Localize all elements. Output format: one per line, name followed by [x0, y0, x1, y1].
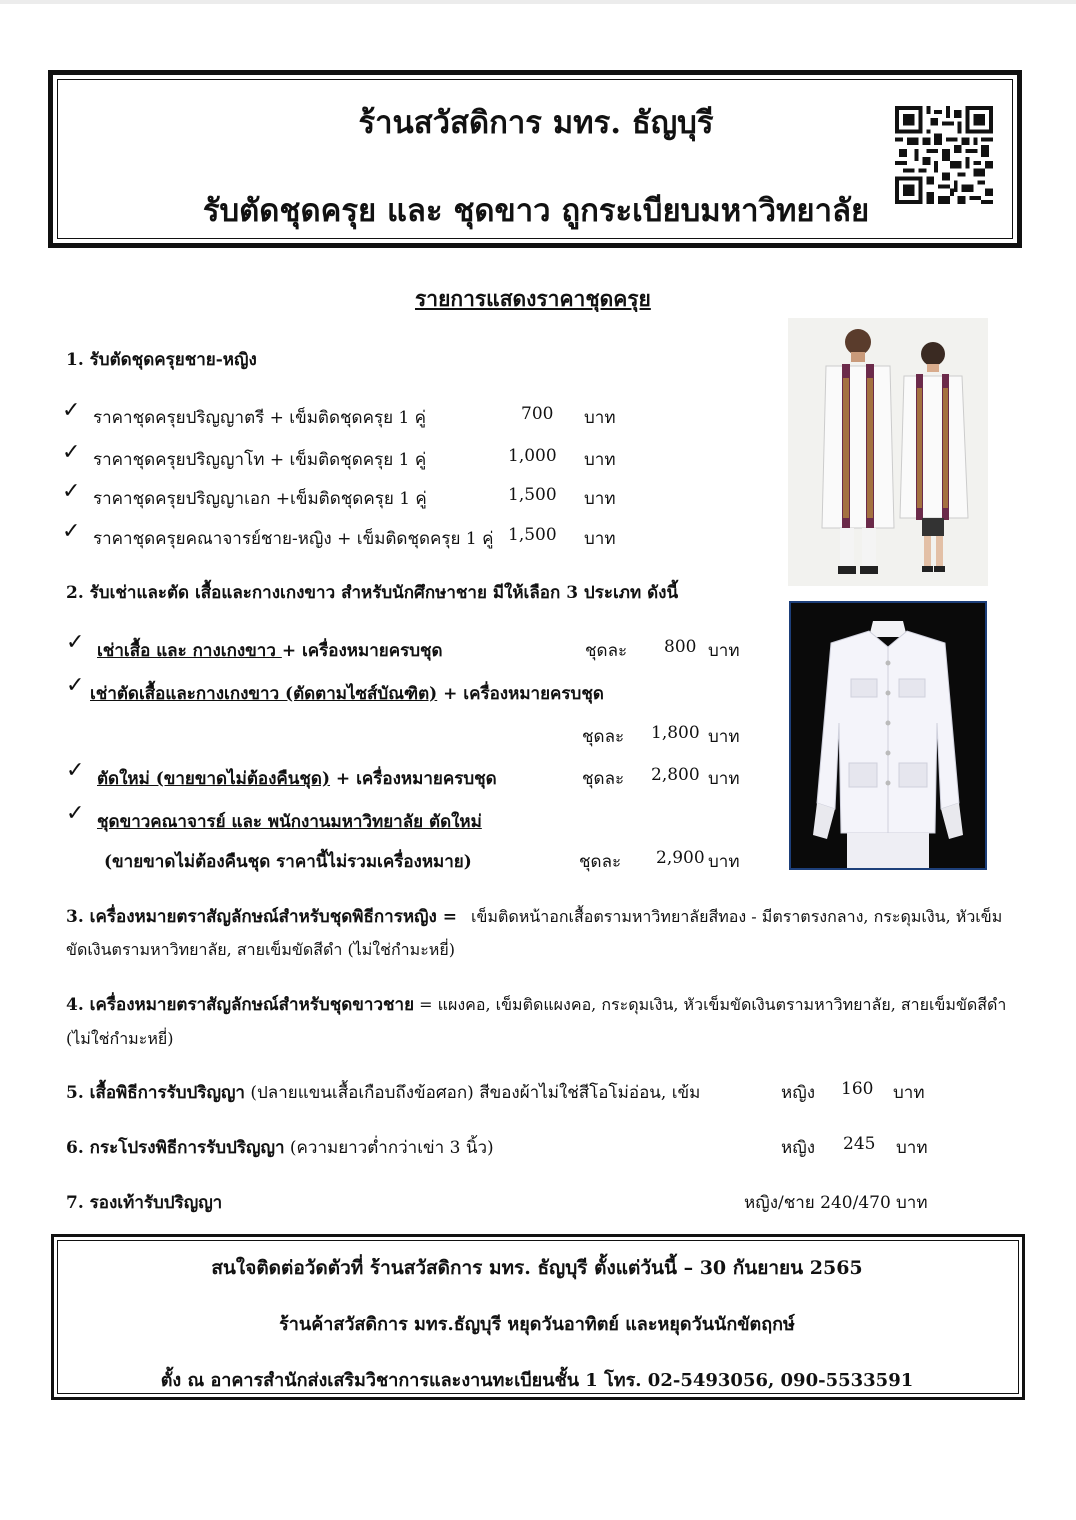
rental-row-label: เช่าเสื้อ และ กางเกงขาว + เครื่องหมายครบชุด: [97, 641, 443, 661]
section1-heading: 1. รับตัดชุดครุยชาย-หญิง: [66, 350, 257, 370]
top-bar: [0, 0, 1076, 4]
qr-code-icon[interactable]: [895, 106, 993, 204]
section4-line1: 4. เครื่องหมายตราสัญลักษณ์สำหรับชุดขาวชาย = แผงคอ, เข็มติดแผงคอ, กระดุมเงิน, หัวเข็มขัดเงินตรามหาวิทยาลัย, สายเข็มขัดสีดำ: [66, 995, 1007, 1015]
gown-row-unit: บาท: [584, 489, 616, 509]
check-icon: ✓: [66, 758, 85, 783]
section7-who-price: หญิง/ชาย 240/470: [744, 1193, 891, 1213]
gown-row-price: 1,500: [508, 525, 557, 545]
contact-line-3: ตั้ง ณ อาคารสำนักส่งเสริมวิชาการและงานทะเบียนชั้น 1 โทร. 02-5493056, 090-5533591: [160, 1370, 914, 1391]
new-cut-row-price: 2,800: [651, 765, 700, 785]
gown-row-price: 1,000: [508, 446, 557, 466]
section5-who: หญิง: [781, 1083, 815, 1103]
staff-row-per: ชุดละ: [579, 852, 622, 872]
check-icon: ✓: [66, 630, 85, 655]
section5-price: 160: [841, 1079, 874, 1099]
section6-price: 245: [843, 1134, 876, 1154]
price-list-title: รายการแสดงราคาชุดครุย: [415, 286, 651, 311]
section6-unit: บาท: [896, 1138, 928, 1158]
rental-cut-row-per: ชุดละ: [582, 727, 625, 747]
staff-row-label: ชุดขาวคณาจารย์ และ พนักงานมหาวิทยาลัย ตัดใหม่: [97, 812, 482, 832]
section3-line1: 3. เครื่องหมายตราสัญลักษณ์สำหรับชุดพิธีการหญิง = เข็มติดหน้าอกเสื้อตรามหาวิทยาลัยสีทอง - มีตราตรงกลาง, กระดุมเงิน, หัวเข็ม: [66, 907, 1003, 927]
section2-heading: 2. รับเช่าและตัด เสื้อและกางเกงขาว สำหรับนักศึกษาชาย มีให้เลือก 3 ประเภท ดังนี้: [66, 583, 679, 603]
check-icon: ✓: [62, 398, 81, 423]
gown-row-unit: บาท: [584, 450, 616, 470]
check-icon: ✓: [66, 673, 85, 698]
graduation-gown-photo: [788, 318, 988, 586]
gown-row-unit: บาท: [584, 408, 616, 428]
section6-who: หญิง: [781, 1138, 815, 1158]
check-icon: ✓: [62, 519, 81, 544]
contact-line-1: สนใจติดต่อวัดตัวที่ ร้านสวัสดิการ มทร. ธัญบุรี ตั้งแต่วันนี้ – 30 กันยายน 2565: [211, 1257, 863, 1279]
gown-row-unit: บาท: [584, 529, 616, 549]
new-cut-row-label: ตัดใหม่ (ขายขาดไม่ต้องคืนชุด) + เครื่องหมายครบชุด: [97, 769, 497, 789]
check-icon: ✓: [66, 801, 85, 826]
section7-unit: บาท: [896, 1193, 928, 1213]
gown-row-label: ราคาชุดครุยปริญญาโท + เข็มติดชุดครุย 1 คู่: [93, 450, 427, 470]
white-suit-photo: [789, 601, 987, 870]
check-icon: ✓: [62, 440, 81, 465]
gown-row-price: 1,500: [508, 485, 557, 505]
new-cut-row-per: ชุดละ: [582, 769, 625, 789]
section6-label: 6. กระโปรงพิธีการรับปริญญา (ความยาวต่ำกว่าเข่า 3 นิ้ว): [66, 1138, 494, 1158]
section4-line2: (ไม่ใช่กำมะหยี่): [66, 1029, 174, 1048]
section5-label: 5. เสื้อพิธีการรับปริญญา (ปลายแขนเสื้อเกือบถึงข้อศอก) สีของผ้าไม่ใช่สีโอโม่อ่อน, เข้ม: [66, 1083, 701, 1103]
section3-line2: ขัดเงินตรามหาวิทยาลัย, สายเข็มขัดสีดำ (ไม่ใช่กำมะหยี่): [66, 940, 455, 959]
staff-row-note: (ขายขาดไม่ต้องคืนชุด ราคานี้ไม่รวมเครื่องหมาย): [104, 852, 472, 872]
gown-row-label: ราคาชุดครุยคณาจารย์ชาย-หญิง + เข็มติดชุดครุย 1 คู่: [93, 529, 494, 549]
gown-row-price: 700: [521, 404, 554, 424]
staff-row-unit: บาท: [708, 852, 740, 872]
header-box: [48, 70, 1022, 248]
rental-cut-row-price: 1,800: [651, 723, 700, 743]
rental-row-unit: บาท: [708, 641, 740, 661]
gown-row-label: ราคาชุดครุยปริญญาตรี + เข็มติดชุดครุย 1 คู่: [93, 408, 427, 428]
staff-row-price: 2,900: [656, 848, 705, 868]
contact-line-2: ร้านค้าสวัสดิการ มทร.ธัญบุรี หยุดวันอาทิตย์ และหยุดวันนักขัตฤกษ์: [279, 1314, 795, 1335]
shop-title: ร้านสวัสดิการ มทร. ธัญบุรี: [358, 105, 714, 141]
rental-cut-row-unit: บาท: [708, 727, 740, 747]
gown-row-label: ราคาชุดครุยปริญญาเอก +เข็มติดชุดครุย 1 คู่: [93, 489, 427, 509]
shop-subtitle: รับตัดชุดครุย และ ชุดขาว ถูกระเบียบมหาวิทยาลัย: [202, 193, 870, 229]
new-cut-row-unit: บาท: [708, 769, 740, 789]
contact-footer: [51, 1234, 1025, 1400]
rental-row-price: 800: [664, 637, 697, 657]
section5-unit: บาท: [893, 1083, 925, 1103]
check-icon: ✓: [62, 479, 81, 504]
rental-row-per: ชุดละ: [585, 641, 628, 661]
rental-cut-row-label: เช่าตัดเสื้อและกางเกงขาว (ตัดตามไซส์บัณฑิต) + เครื่องหมายครบชุด: [90, 684, 604, 704]
section7-label: 7. รองเท้ารับปริญญา: [66, 1193, 223, 1213]
